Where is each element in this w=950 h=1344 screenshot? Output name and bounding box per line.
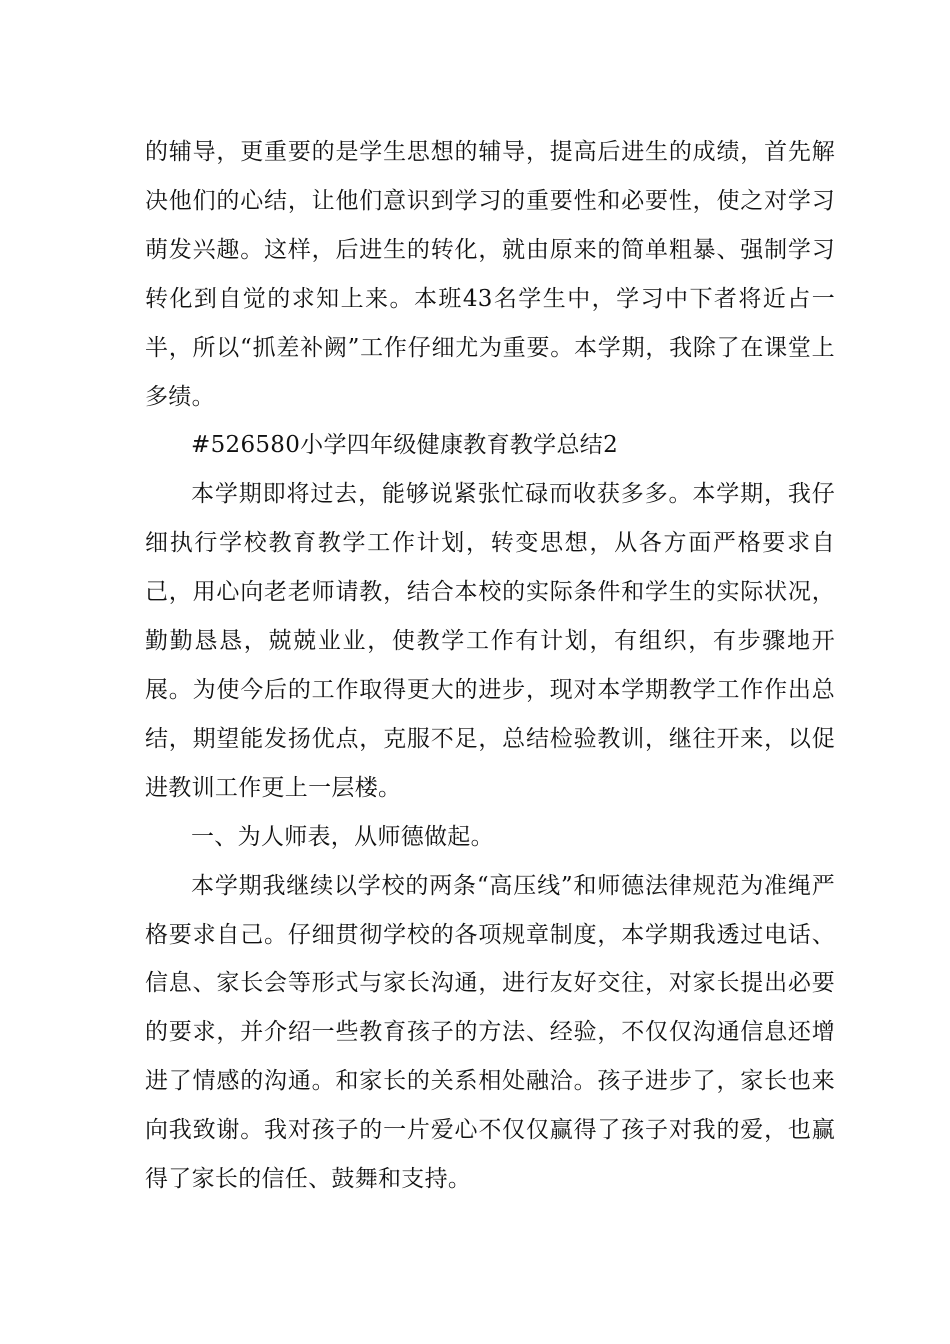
section-title: #526580小学四年级健康教育教学总结2 [191, 432, 619, 459]
document-body [145, 128, 835, 1204]
section-heading-1: 一、为人师表，从师德做起。 [191, 823, 494, 850]
paragraph-continuation: 的辅导，更重要的是学生思想的辅导，提高后进生的成绩，首先解决他们的心结，让他们意识到学习的重要性和必要性，使之对学习萌发兴趣。这样，后进生的转化，就由原来的简单粗暴、强制学习转化到自觉的求知上来。本班43名学生中，学习中下者将近占一半，所以“抓差补阙”工作仔细尤为重要。本学期，我除了在课堂上多绩。 [145, 139, 835, 410]
paragraph-teacher-ethics: 本学期我继续以学校的两条“高压线”和师德法律规范为准绳严格要求自己。仔细贯彻学校的各项规章制度，本学期我透过电话、信息、家长会等形式与家长沟通，进行友好交往，对家长提出必要的要求，并介绍一些教育孩子的方法、经验，不仅仅沟通信息还增进了情感的沟通。和家长的关系相处融洽。孩子进步了，家长也来向我致谢。我对孩子的一片爱心不仅仅赢得了孩子对我的爱，也赢得了家长的信任、鼓舞和支持。 [145, 872, 835, 1193]
paragraph-intro: 本学期即将过去，能够说紧张忙碌而收获多多。本学期，我仔细执行学校教育教学工作计划，转变思想，从各方面严格要求自己，用心向老老师请教，结合本校的实际条件和学生的实际状况，勤勤恳恳，兢兢业业，使教学工作有计划，有组织，有步骤地开展。为使今后的工作取得更大的进步，现对本学期教学工作作出总结，期望能发扬优点，克服不足，总结检验教训，继往开来，以促进教训工作更上一层楼。 [145, 481, 835, 801]
